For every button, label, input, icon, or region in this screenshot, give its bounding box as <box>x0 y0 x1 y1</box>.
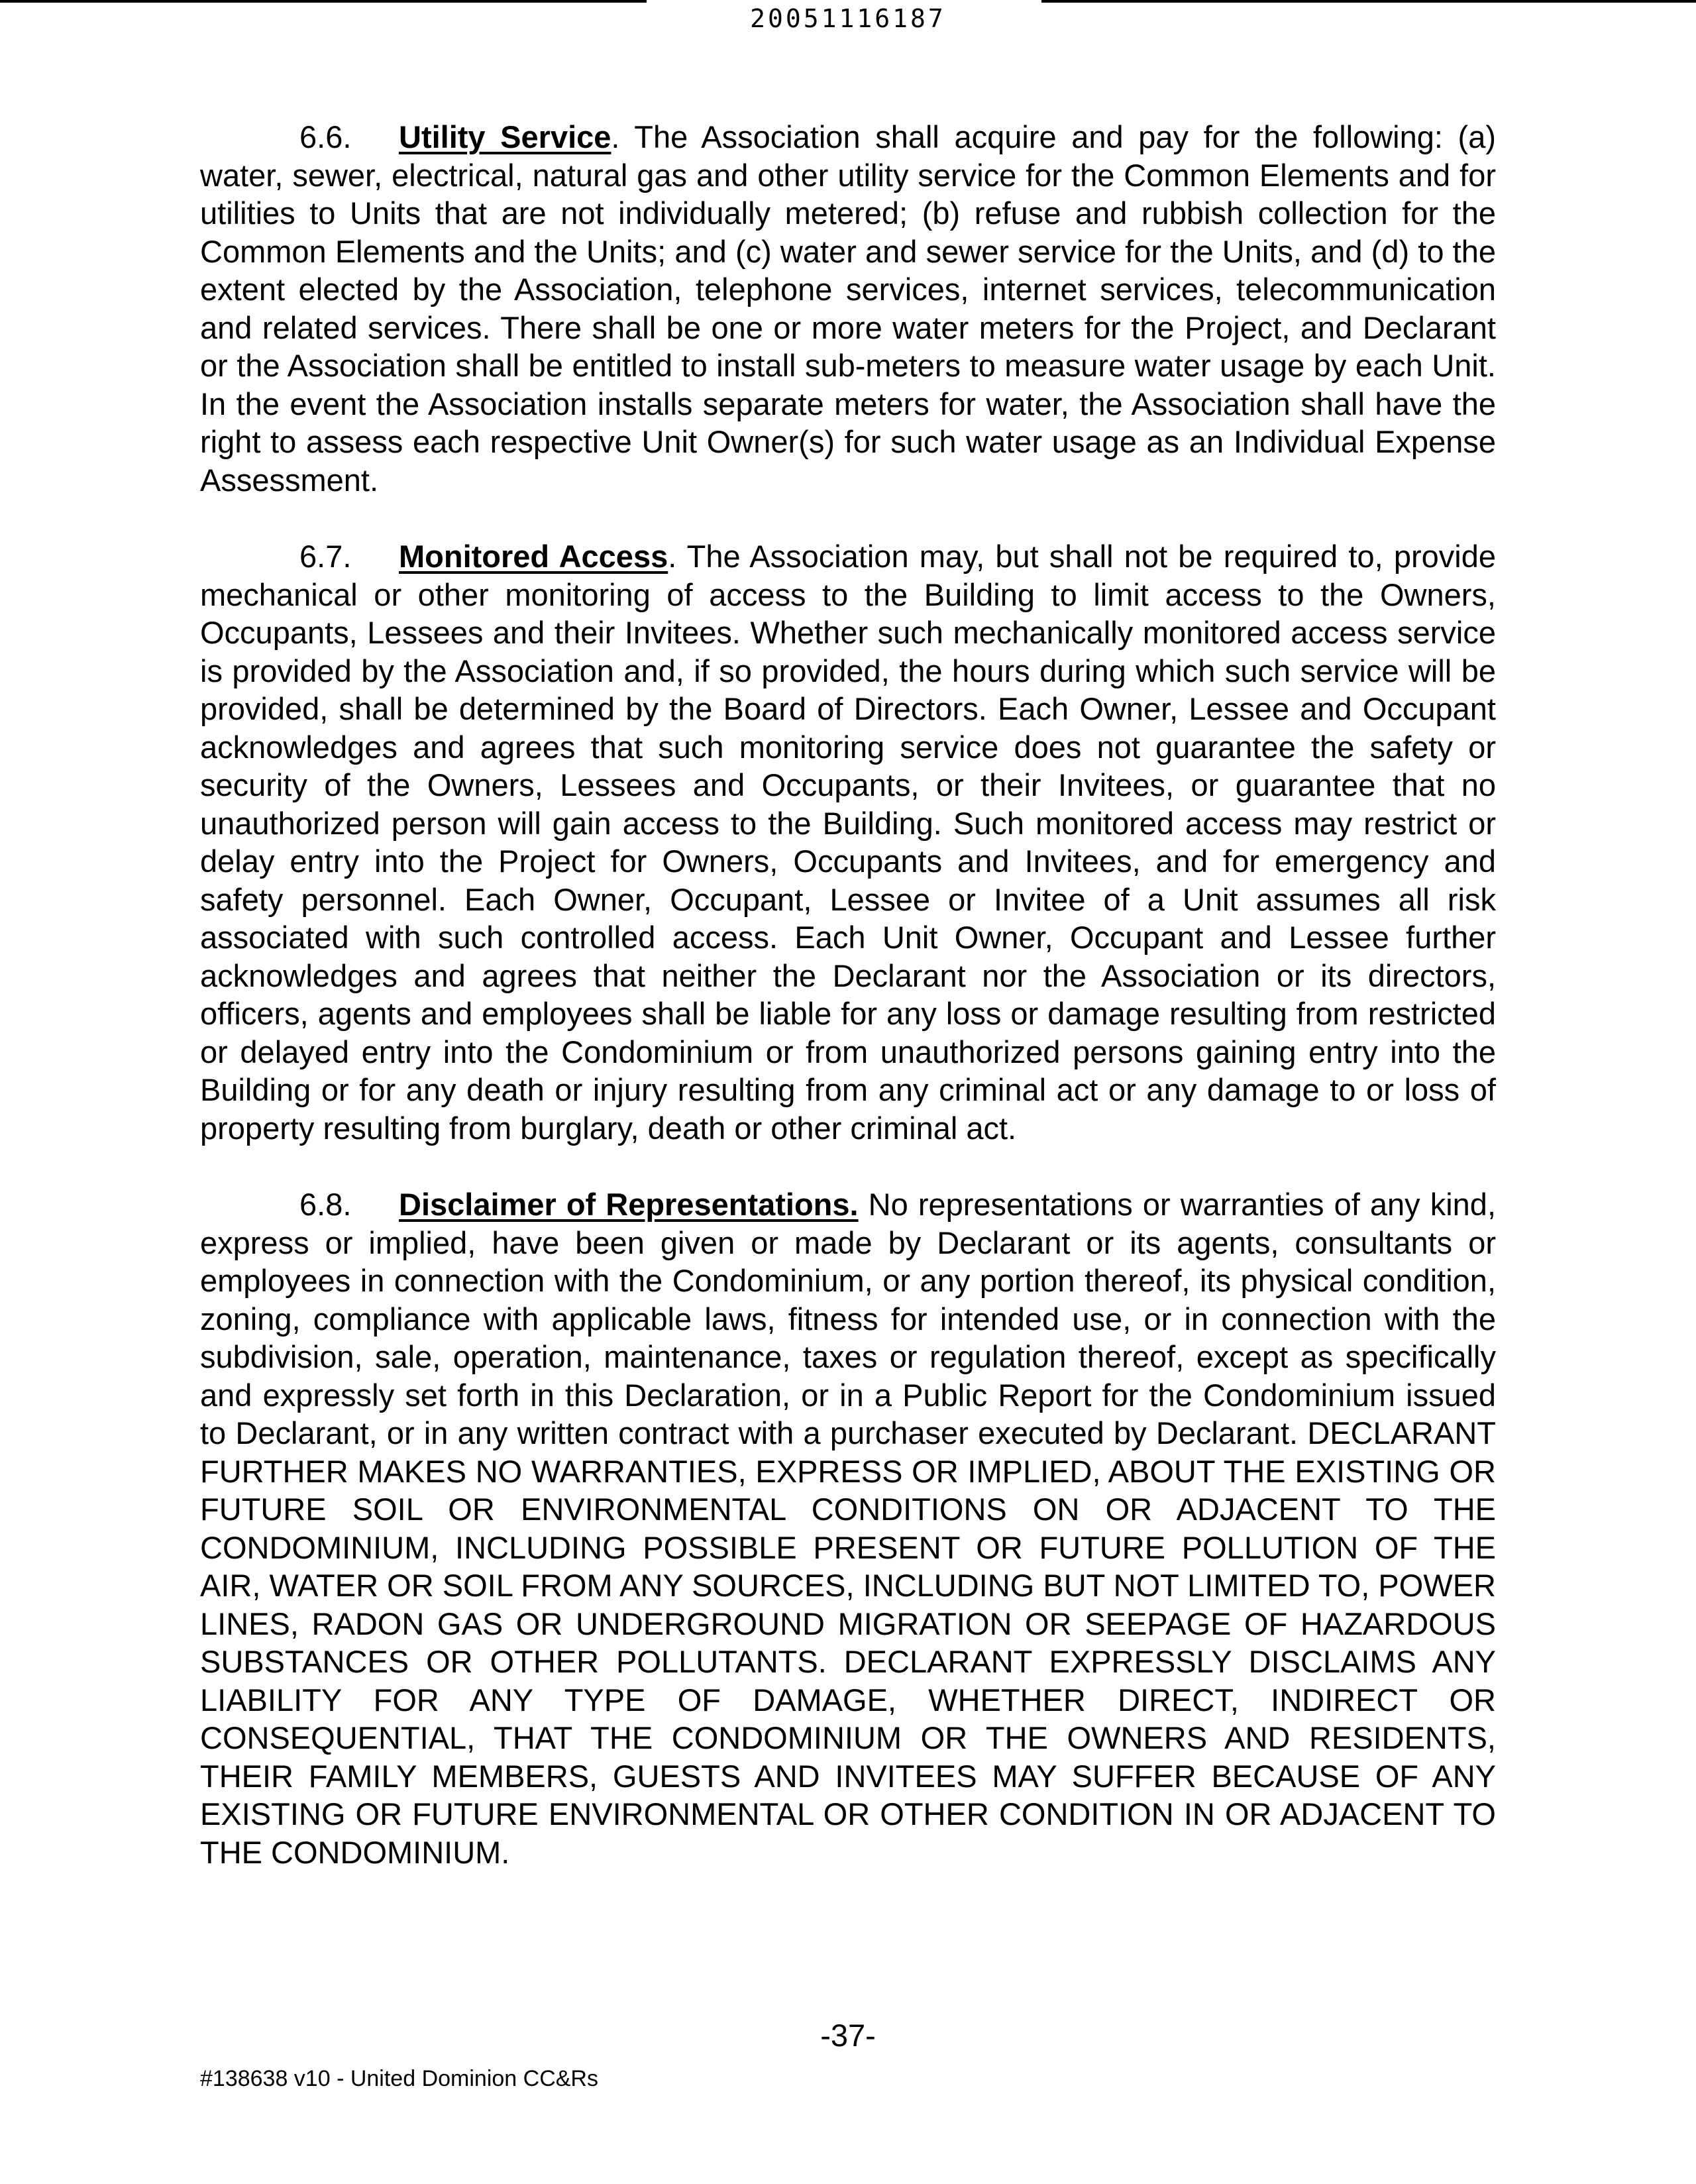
section-6-8 <box>200 1185 1496 1871</box>
page-number: -37- <box>820 2018 876 2053</box>
heading-punctuation: . <box>668 539 677 574</box>
section-number: 6.6. <box>299 119 352 154</box>
top-rule-right <box>1041 0 1696 3</box>
section-heading: Utility Service <box>399 119 611 154</box>
section-number: 6.7. <box>299 539 352 574</box>
section-body: No representations or warranties of any kind, express or implied, have been given or made by Declarant or its agents, consultants or employees in connection with the Condominium, or any portion thereof, its physical condition, zoning, compliance with applicable laws, fitness for intended use, or in connection with the subdivision, sale, operation, maintenance, taxes or regulation thereof, except as specifically and expressly set forth in this Declaration, or in a Public Report for the Condominium issued to Declarant, or in any written contract with a purchaser executed by Declarant. DECLARANT FURTHER MAKES NO WARRANTIES, EXPRESS OR IMPLIED, ABOUT THE EXISTING OR FUTURE SOIL OR ENVIRONMENTAL CONDITIONS ON OR ADJACENT TO THE CONDOMINIUM, INCLUDING POSSIBLE PRESENT OR FUTURE POLLUTION OF THE AIR, WATER OR SOIL FROM ANY SOURCES, INCLUDING BUT NOT LIMITED TO, POWER LINES, RADON GAS OR UNDERGROUND MIGRATION OR SEEPAGE OF HAZARDOUS SUBSTANCES OR OTHER POLLUTANTS. DECLARANT EXPRESSLY DISCLAIMS ANY LIABILITY FOR ANY TYPE OF DAMAGE, WHETHER DIRECT, INDIRECT OR CONSEQUENTIAL, THAT THE CONDOMINIUM OR THE OWNERS AND RESIDENTS, THEIR FAMILY MEMBERS, GUESTS AND INVITEES MAY SUFFER BECAUSE OF ANY EXISTING OR FUTURE ENVIRONMENTAL OR OTHER CONDITION IN OR ADJACENT TO THE CONDOMINIUM. <box>200 1187 1496 1870</box>
page-body <box>200 118 1496 1910</box>
document-number: 20051116187 <box>750 4 946 33</box>
section-heading: Monitored Access <box>399 539 668 574</box>
heading-punctuation: . <box>611 119 620 154</box>
section-body: The Association shall acquire and pay for the following: (a) water, sewer, electrical, natural gas and other utility service for the Common Elements and for utilities to Units that are not individually metered; (b) refuse and rubbish collection for the Common Elements and the Units; and (c) water and sewer service for the Units, and (d) to the extent elected by the Association, telephone services, internet services, telecommunication and related services. There shall be one or more water meters for the Project, and Declarant or the Association shall be entitled to install sub-meters to measure water usage by each Unit. In the event the Association installs separate meters for water, the Association shall have the right to assess each respective Unit Owner(s) for such water usage as an Individual Expense Assessment. <box>200 119 1496 498</box>
section-heading: Disclaimer of Representations. <box>399 1187 859 1222</box>
section-6-7 <box>200 537 1496 1147</box>
section-body: The Association may, but shall not be required to, provide mechanical or other monitoring of access to the Building to limit access to the Owners, Occupants, Lessees and their Invitees. Whether such mechanically monitored access service is provided by the Association and, if so provided, the hours during which such service will be provided, shall be determined by the Board of Directors. Each Owner, Lessee and Occupant acknowledges and agrees that such monitoring service does not guarantee the safety or security of the Owners, Lessees and Occupants, or their Invitees, or guarantee that no unauthorized person will gain access to the Building. Such monitored access may restrict or delay entry into the Project for Owners, Occupants and Invitees, and for emergency and safety personnel. Each Owner, Occupant, Lessee or Invitee of a Unit assumes all risk associated with such controlled access. Each Unit Owner, Occupant and Lessee further acknowledges and agrees that neither the Declarant nor the Association or its directors, officers, agents and employees shall be liable for any loss or damage resulting from restricted or delayed entry into the Condominium or from unauthorized persons gaining entry into the Building or for any death or injury resulting from any criminal act or any damage to or loss of property resulting from burglary, death or other criminal act. <box>200 539 1496 1146</box>
top-rule-left <box>0 0 647 3</box>
footer-document-reference: #138638 v10 - United Dominion CC&Rs <box>200 2066 598 2091</box>
section-6-6 <box>200 118 1496 499</box>
section-number: 6.8. <box>299 1187 352 1222</box>
